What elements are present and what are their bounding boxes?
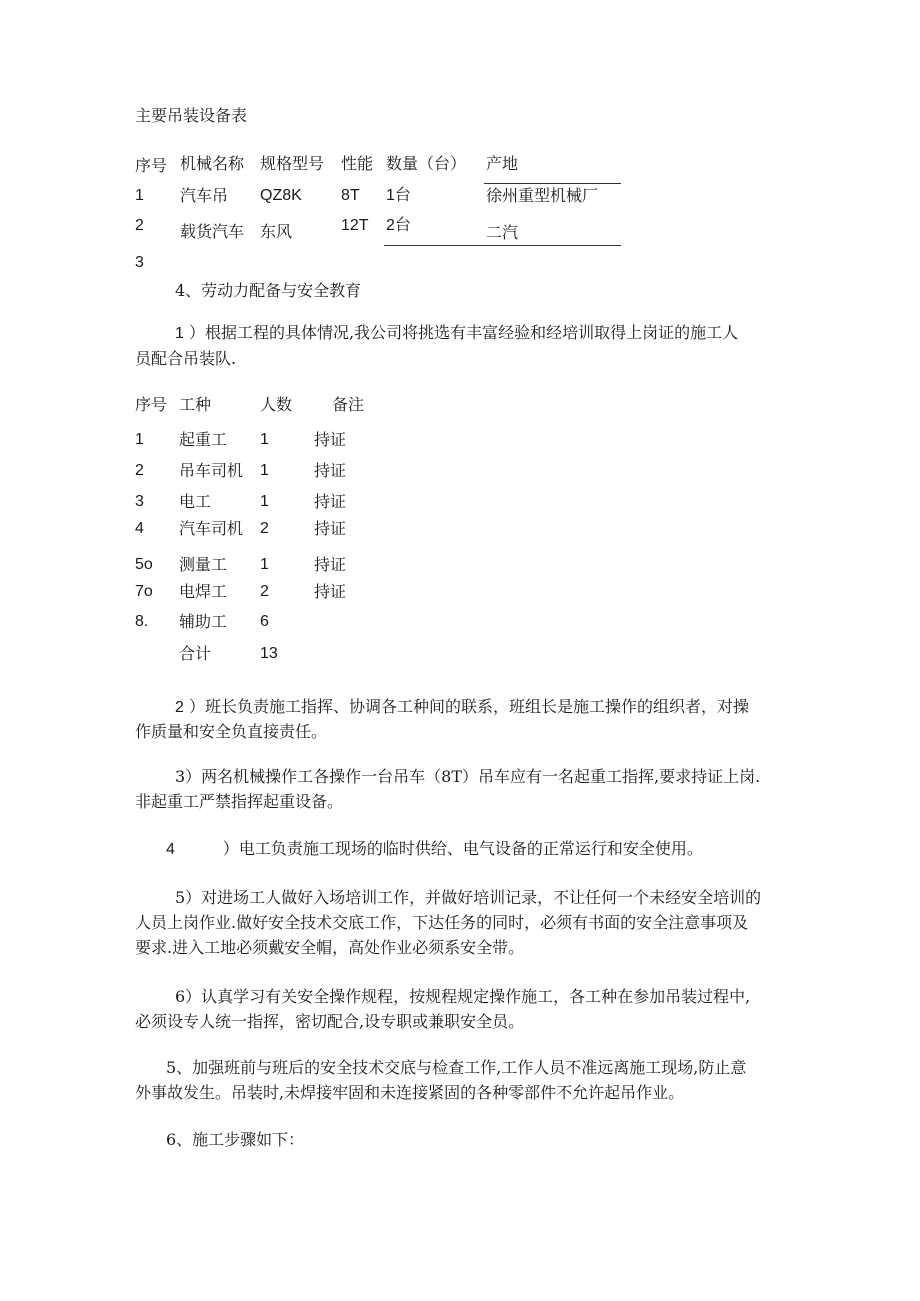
origin-underline-1	[484, 183, 621, 184]
labor-row-count: 1	[260, 556, 269, 573]
equipment-row-performance: 12T	[341, 217, 369, 234]
labor-row-no: 5o	[135, 556, 153, 573]
quantity-origin-underline	[384, 245, 621, 246]
equipment-row-origin: 徐州重型机械厂	[486, 186, 599, 205]
equipment-row-no: 1	[135, 187, 144, 204]
labor-row-count: 1	[260, 462, 269, 479]
equipment-row-no: 2	[135, 217, 144, 234]
paragraph-2-number: 2	[175, 699, 184, 716]
paragraph-4-line-1: ）电工负责施工现场的临时供给、电气设备的正常运行和安全使用。	[222, 839, 703, 858]
labor-row-no: 7o	[135, 583, 153, 600]
labor-row-type: 起重工	[179, 430, 228, 449]
labor-row-note: 持证	[314, 555, 347, 574]
equipment-row-quantity: 1台	[386, 187, 411, 204]
labor-row-no: 3	[135, 493, 144, 510]
labor-row-note: 持证	[314, 430, 347, 449]
equipment-header-performance: 性能	[341, 154, 374, 173]
labor-row-type: 汽车司机	[179, 519, 244, 538]
labor-row-note: 持证	[314, 519, 347, 538]
paragraph-1	[175, 325, 738, 342]
section-5-line-2: 外事故发生。吊装时,未焊接牢固和未连接紧固的各种零部件不允许起吊作业。	[135, 1083, 685, 1102]
equipment-row-model: 东风	[260, 222, 293, 241]
paragraph-6-line-1: 6）认真学习有关安全操作规程，按规程规定操作施工，各工种在参加吊装过程中,	[175, 987, 751, 1006]
paragraph-4	[166, 841, 703, 858]
equipment-row-no: 3	[135, 254, 144, 271]
equipment-header-quantity: 数量（台）	[386, 154, 467, 173]
paragraph-4-number: 4	[166, 841, 175, 858]
paragraph-3-line-1: 3）两名机械操作工各操作一台吊车（8T）吊车应有一名起重工指挥,要求持证上岗.	[175, 767, 761, 786]
paragraph-1-line-2: 员配合吊装队.	[135, 349, 237, 368]
equipment-header-model: 规格型号	[260, 154, 325, 173]
labor-header-no: 序号	[135, 395, 168, 414]
paragraph-3-line-2: 非起重工严禁指挥起重设备。	[135, 792, 344, 811]
labor-row-note: 持证	[314, 492, 347, 511]
paragraph-2	[175, 699, 749, 716]
equipment-row-performance: 8T	[341, 187, 360, 204]
section-4-heading: 4、劳动力配备与安全教育	[175, 281, 362, 300]
labor-row-type: 电工	[179, 492, 212, 511]
paragraph-5-line-1: 5）对进场工人做好入场培训工作，并做好培训记录，不让任何一个未经安全培训的	[175, 888, 762, 907]
equipment-header-no: 序号	[135, 156, 168, 175]
labor-row-type: 电焊工	[179, 582, 228, 601]
paragraph-6-line-2: 必须设专人统一指挥，密切配合,设专职或兼职安全员。	[135, 1012, 525, 1031]
equipment-row-name: 汽车吊	[180, 186, 229, 205]
paragraph-5-line-3: 要求.进入工地必须戴安全帽，高处作业必须系安全带。	[135, 938, 525, 957]
labor-header-count: 人数	[260, 395, 293, 414]
labor-row-count: 6	[260, 613, 269, 630]
equipment-header-origin: 产地	[486, 154, 519, 173]
labor-total-label: 合计	[179, 644, 212, 663]
labor-row-note: 持证	[314, 582, 347, 601]
paragraph-1-line-1: ）根据工程的具体情况,我公司将挑选有丰富经验和经培训取得上岗证的施工人	[189, 323, 739, 342]
labor-row-type: 辅助工	[179, 612, 228, 631]
labor-row-count: 2	[260, 520, 269, 537]
paragraph-1-number: 1	[175, 325, 184, 342]
labor-header-note: 备注	[332, 395, 365, 414]
labor-row-count: 1	[260, 431, 269, 448]
labor-header-type: 工种	[179, 395, 212, 414]
section-5-line-1: 5、加强班前与班后的安全技术交底与检查工作,工作人员不准远离施工现场,防止意	[166, 1058, 747, 1077]
labor-row-no: 4	[135, 520, 144, 537]
paragraph-2-line-2: 作质量和安全负直接责任。	[135, 722, 328, 741]
labor-row-type: 测量工	[179, 555, 228, 574]
labor-row-no: 1	[135, 431, 144, 448]
equipment-header-name: 机械名称	[180, 154, 245, 173]
section-6-heading: 6、施工步骤如下：	[166, 1130, 305, 1149]
paragraph-2-line-1: ）班长负责施工指挥、协调各工种间的联系，班组长是施工操作的组织者，对操	[189, 697, 750, 716]
equipment-table-title: 主要吊装设备表	[135, 106, 248, 125]
equipment-row-origin: 二汽	[486, 223, 519, 242]
equipment-row-quantity: 2台	[386, 217, 411, 234]
labor-row-note: 持证	[314, 461, 347, 480]
paragraph-5-line-2: 人员上岗作业.做好安全技术交底工作，下达任务的同时，必须有书面的安全注意事项及	[135, 913, 749, 932]
labor-row-no: 2	[135, 462, 144, 479]
equipment-row-model: QZ8K	[260, 187, 302, 204]
labor-row-count: 1	[260, 493, 269, 510]
labor-row-type: 吊车司机	[179, 461, 244, 480]
equipment-row-name: 载货汽车	[180, 222, 245, 241]
labor-row-no: 8.	[135, 613, 149, 630]
labor-total-value: 13	[260, 645, 278, 662]
labor-row-count: 2	[260, 583, 269, 600]
